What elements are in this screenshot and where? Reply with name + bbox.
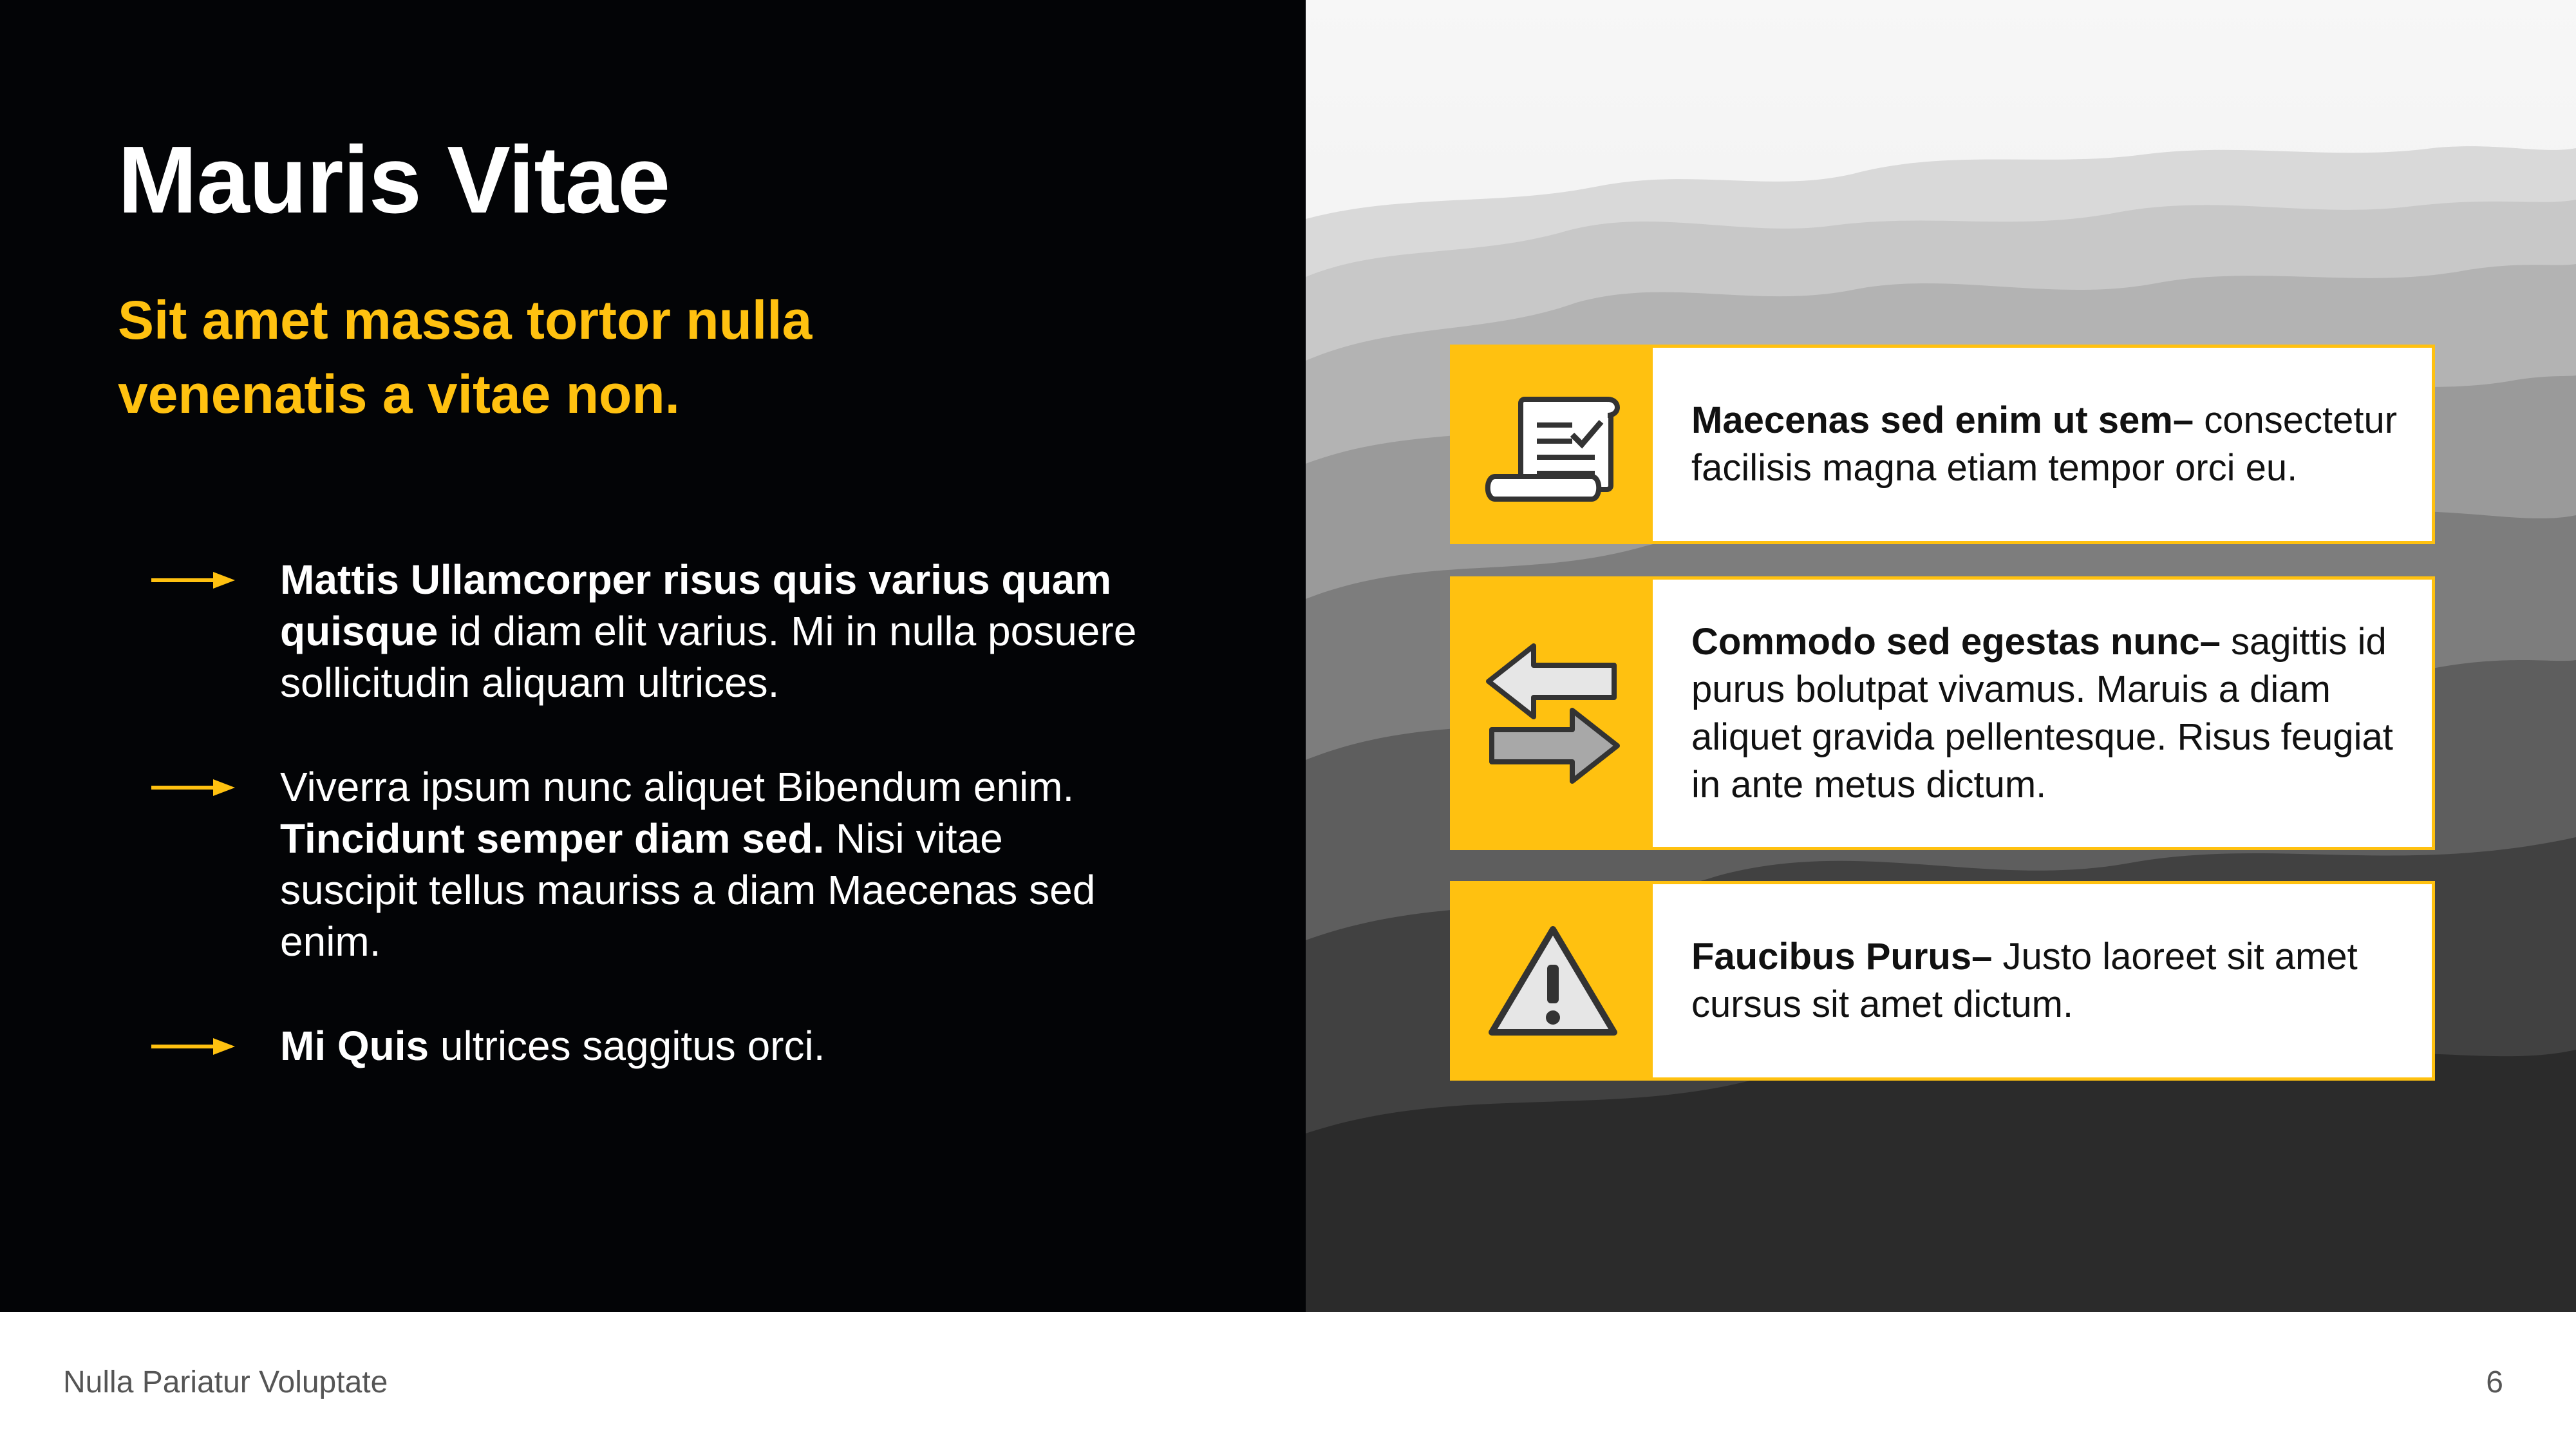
card-description: sagittis id purus bolutpat vivamus. Maruis a diam aliquet gravida pellentesque. Risus feugiat in ante metus dictum. [1691, 620, 2393, 806]
footer [0, 1312, 2576, 1449]
info-card [1450, 881, 2435, 1081]
arrow-right-icon [151, 1037, 235, 1056]
card-title: Commodo sed egestas nunc– [1691, 620, 2221, 663]
left-panel [0, 0, 1306, 1312]
arrow-right-icon [151, 571, 235, 590]
card-text [1691, 618, 2412, 809]
bullet-bold: Mattis Ullamcorper risus quis varius quam quisque [280, 556, 1112, 654]
card-text [1691, 933, 2412, 1028]
bullet-text [280, 761, 1149, 967]
card-description: consectetur facilisis magna etiam tempor orci eu. [1691, 399, 2398, 489]
exchange-arrows-icon [1476, 633, 1630, 794]
document-checklist-icon [1476, 380, 1630, 509]
bullet-text [280, 1020, 1149, 1072]
card-icon-box [1453, 348, 1653, 541]
card-icon-box [1453, 884, 1653, 1077]
bullet-bold: Tincidunt semper diam sed. [280, 815, 825, 862]
card-description: Justo laoreet sit amet cursus sit amet dictum. [1691, 936, 2358, 1025]
bullet-text [280, 554, 1149, 708]
card-title: Maecenas sed enim ut sem– [1691, 399, 2194, 441]
card-icon-box [1453, 580, 1653, 847]
slide-subtitle: Sit amet massa tortor nulla venenatis a vitae non. [118, 290, 813, 424]
info-card [1450, 576, 2435, 850]
footer-title: Nulla Pariatur Voluptate [63, 1365, 388, 1399]
bullet-regular: Nisi vitae suscipit tellus mauriss a diam Maecenas sed enim. [280, 815, 1096, 965]
slide-title: Mauris Vitae [118, 127, 670, 233]
bullet-regular: ultrices saggitus orci. [429, 1023, 825, 1069]
page-number: 6 [2486, 1365, 2503, 1399]
card-text [1691, 397, 2412, 492]
warning-triangle-icon [1482, 916, 1624, 1045]
bullet-regular: id diam elit varius. Mi in nulla posuere sollicitudin aliquam ultrices. [280, 608, 1137, 706]
arrow-right-icon [151, 778, 235, 797]
info-card [1450, 345, 2435, 544]
bullet-bold: Mi Quis [280, 1023, 429, 1069]
bullet-regular: Viverra ipsum nunc aliquet Bibendum enim. [280, 764, 1075, 810]
card-title: Faucibus Purus– [1691, 936, 1993, 978]
